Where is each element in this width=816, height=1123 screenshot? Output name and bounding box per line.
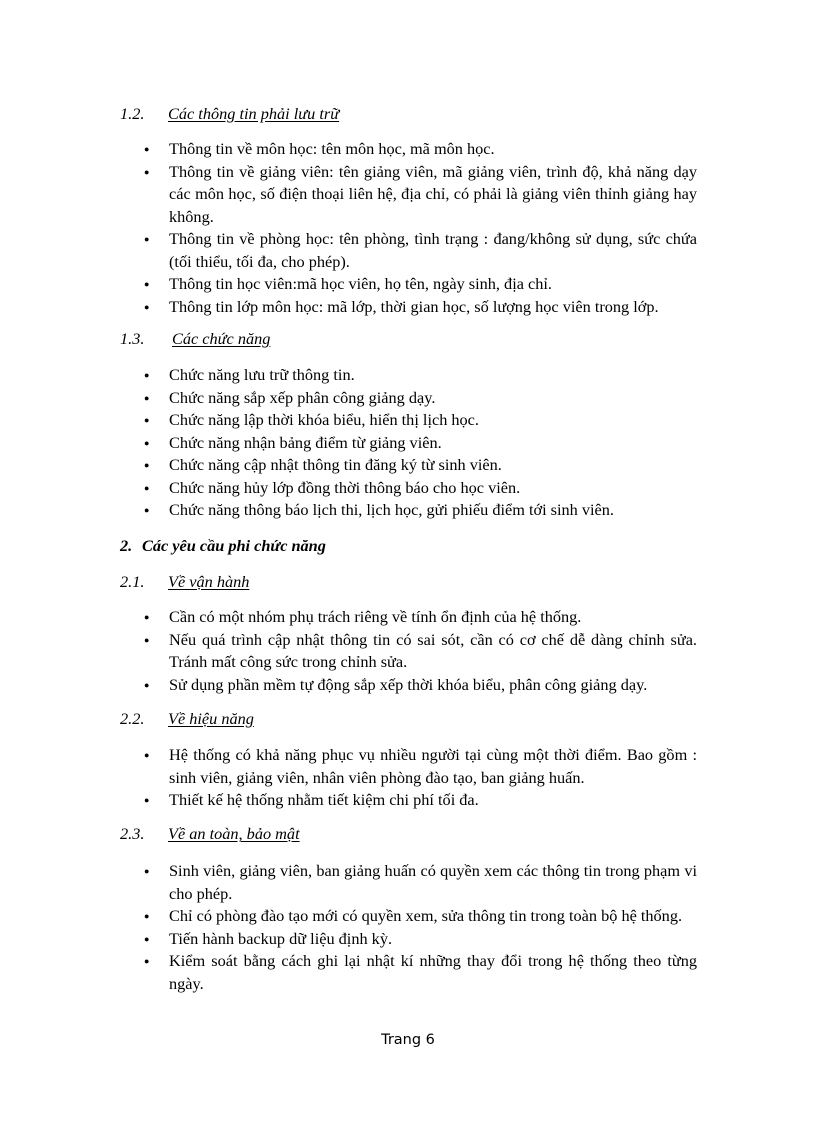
list-item: ● Nếu quá trình cập nhật thông tin có sai sót, cần có cơ chế dễ dàng chỉnh sửa. Tránh mất công sức trong chỉnh sửa. [0,629,697,674]
section-title: Các thông tin phải lưu trữ [168,104,340,123]
section-number: 1.2. [120,104,145,123]
section-title: Các yêu cầu phi chức năng [142,536,326,555]
list-item: ● Sử dụng phần mềm tự động sắp xếp thời khóa biểu, phân công giảng dạy. [0,674,697,697]
list-item: ● Thông tin về giảng viên: tên giảng viên, mã giảng viên, trình độ, khả năng dạy các môn học, số điện thoại liên hệ, địa chỉ, có phải là giảng viên thỉnh giảng hay không. [0,161,697,229]
list-item: ● Chỉ có phòng đào tạo mới có quyền xem, sửa thông tin trong toàn bộ hệ thống. [0,905,697,928]
section-number: 2. [120,536,133,555]
list-item: ● Hệ thống có khả năng phục vụ nhiều người tại cùng một thời điểm. Bao gồm : sinh viên, giảng viên, nhân viên phòng đào tạo, ban giảng huấn. [0,744,697,789]
list-item: ● Thông tin về môn học: tên môn học, mã môn học. [0,138,697,161]
list-item: ● Chức năng hủy lớp đồng thời thông báo cho học viên. [0,477,697,500]
list-item: ● Chức năng lập thời khóa biểu, hiển thị lịch học. [0,409,697,432]
list-item: ● Kiểm soát bằng cách ghi lại nhật kí những thay đổi trong hệ thống theo từng ngày. [0,950,697,995]
section-heading-1-3 [120,329,270,349]
list-item: ● Sinh viên, giảng viên, ban giảng huấn có quyền xem các thông tin trong phạm vi cho phép. [0,860,697,905]
section-number: 2.3. [120,824,145,843]
list-item: ● Tiến hành backup dữ liệu định kỳ. [0,928,697,951]
list-item: ● Chức năng sắp xếp phân công giảng dạy. [0,387,697,410]
section-number: 2.1. [120,572,145,591]
bullet-list-2-3 [0,860,697,995]
list-item: ● Thông tin học viên:mã học viên, họ tên, ngày sinh, địa chỉ. [0,273,697,296]
bullet-list-1-2 [0,138,697,318]
section-number: 2.2. [120,709,145,728]
list-item: ● Thiết kế hệ thống nhằm tiết kiệm chi phí tối đa. [0,789,697,812]
list-item: ● Chức năng nhận bảng điểm từ giảng viên. [0,432,697,455]
bullet-list-1-3 [0,364,697,522]
section-number: 1.3. [120,329,145,348]
section-title: Về an toàn, bảo mật [168,824,300,843]
main-heading-2 [120,536,326,556]
section-title: Về vận hành [168,572,250,591]
list-item: ● Chức năng thông báo lịch thi, lịch học, gửi phiếu điểm tới sinh viên. [0,499,697,522]
bullet-list-2-2 [0,744,697,812]
section-heading-2-3 [120,824,300,844]
section-heading-1-2 [120,104,339,124]
list-item: ● Thông tin về phòng học: tên phòng, tình trạng : đang/không sử dụng, sức chứa (tối thiểu, tối đa, cho phép). [0,228,697,273]
section-heading-2-1 [120,572,249,592]
list-item: ● Thông tin lớp môn học: mã lớp, thời gian học, số lượng học viên trong lớp. [0,296,697,319]
list-item: ● Chức năng lưu trữ thông tin. [0,364,697,387]
section-title: Về hiệu năng [168,709,254,728]
list-item: ● Chức năng cập nhật thông tin đăng ký từ sinh viên. [0,454,697,477]
page-number: Trang 6 [381,1032,435,1048]
list-item: ● Cần có một nhóm phụ trách riêng về tính ổn định của hệ thống. [0,606,697,629]
section-heading-2-2 [120,709,254,729]
section-title: Các chức năng [172,329,271,348]
bullet-list-2-1 [0,606,697,696]
